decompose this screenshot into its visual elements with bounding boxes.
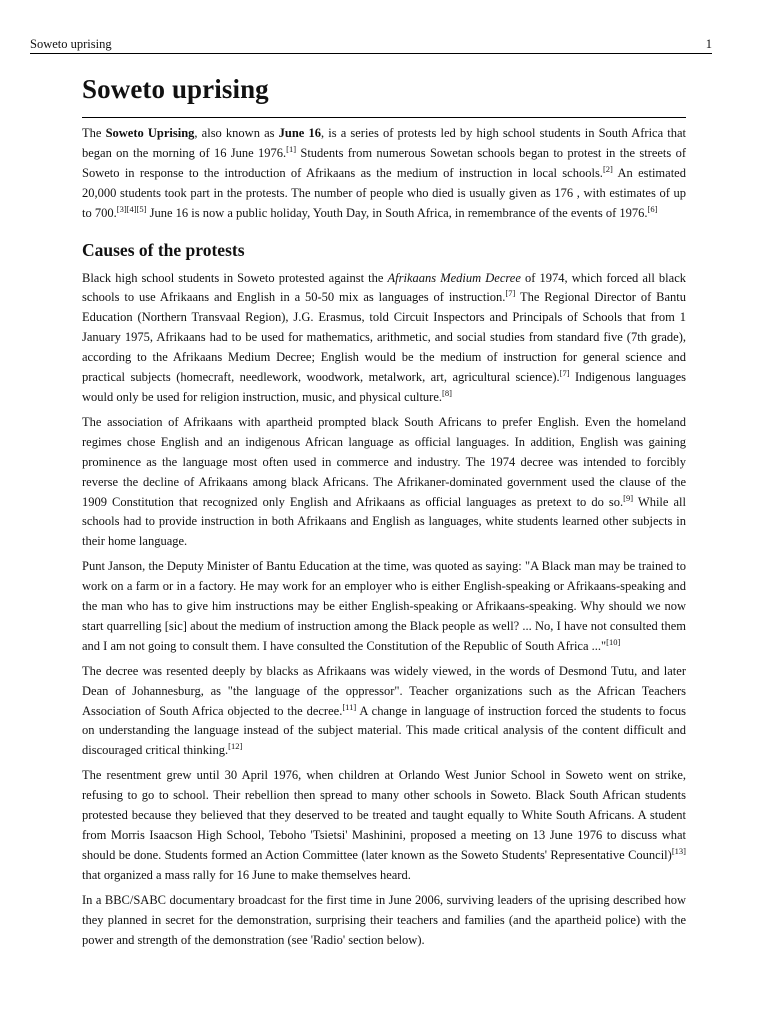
running-title: Soweto uprising <box>30 37 112 51</box>
bold-term: Soweto Uprising <box>105 126 195 140</box>
citation-link[interactable]: [3][4][5] <box>116 203 147 214</box>
body-paragraph: The decree was resented deeply by blacks as Afrikaans was widely viewed, in the words of Desmond Tutu, and later Dean of Johannesburg, as "the language of the oppressor". Teacher organizations such as the African Teachers Association of South Africa objected to the decree.[11] A change in language of instruction forced the students to focus on understanding the language instead of the subject material. This made critical analysis of the content difficult and discouraged critical thinking.[12] <box>82 663 686 758</box>
citation-link[interactable]: [11] <box>342 701 357 712</box>
body-paragraph: Black high school students in Soweto protested against the Afrikaans Medium Decree of 1974, which forced all black schools to use Afrikaans and English in a 50-50 mix as languages of instruction.[7] The Regional Director of Bantu Education (Northern Transvaal Region), J.G. Erasmus, told Circuit Inspectors and Principals of Schools that from 1 January 1975, Afrikaans had to be used for mathematics, arithmetic, and social studies from standard five (7th grade), according to the Afrikaans Medium Decree; English would be the medium of instruction for general science and practical subjects (homecraft, needlework, woodwork, metalwork, art, agricultural science).[7] Indigenous languages would only be used for religion instruction, music, and physical culture.[8] <box>82 270 687 404</box>
citation-link[interactable]: [6] <box>647 203 658 214</box>
title-rule <box>82 117 686 118</box>
body-paragraph: Punt Janson, the Deputy Minister of Bantu Education at the time, was quoted as saying: "A Black man may be trained to work on a farm or in a factory. He may work for an employer who is either English-speaking or Afrikaans-speaking and the man who has to give him instructions may be either English-speaking or Afrikaans-speaking. Why should we now start quarrelling [sic] about the medium of instruction among the Black people as well? ... No, I have not consulted them and I am not going to consult them. I have consulted the Constitution of the Republic of South Africa ..."[10] <box>82 559 686 653</box>
citation-link[interactable]: [10] <box>606 636 621 647</box>
citation-link[interactable]: [7] <box>505 288 516 299</box>
citation-link[interactable]: [2] <box>602 163 613 174</box>
bold-term: June 16 <box>278 126 321 140</box>
citation-link[interactable]: [8] <box>442 387 452 398</box>
article-title: Soweto uprising <box>82 74 269 104</box>
body-paragraph: The resentment grew until 30 April 1976, when children at Orlando West Junior School in Soweto went on strike, refusing to go to school. Their rebellion then spread to many other schools in Soweto. Black South African students protested because they believed that they deserved to be treated and taught equally to White South Africans. A student from Morris Isaacson High School, Teboho 'Tsietsi' Mashinini, proposed a meeting on 13 June 1976 to discuss what should be done. Students formed an Action Committee (later known as the Soweto Students' Representative Council)[13] that organized a mass rally for 16 June to make themselves heard. <box>82 768 686 882</box>
section-heading: Causes of the protests <box>82 239 245 260</box>
page-number: 1 <box>705 37 712 51</box>
body-paragraph: In a BBC/SABC documentary broadcast for the first time in June 2006, surviving leaders of the uprising described how they planned in secret for the demonstration, surprising their teachers and families (and the apartheid police) with the power and strength of the demonstration (see 'Radio' section below). <box>82 892 686 947</box>
intro-paragraph: The Soweto Uprising, also known as June 16, is a series of protests led by high school students in South Africa that began on the morning of 16 June 1976.[1] Students from numerous Sowetan schools began to protest in the streets of Soweto in response to the introduction of Afrikaans as the medium of instruction in local schools.[2] An estimated 20,000 students took part in the protests. The number of people who died is usually given as 176 , with estimates of up to 700.[3][4][5] June 16 is now a public holiday, Youth Day, in South Africa, in remembrance of the events of 1976.[6] <box>82 126 687 220</box>
italic-term: Afrikaans Medium Decree <box>387 270 521 285</box>
citation-link[interactable]: [1] <box>286 143 297 154</box>
header-rule <box>30 53 712 54</box>
running-header <box>30 37 712 52</box>
body-paragraph: The association of Afrikaans with apartheid prompted black South Africans to prefer English. Even the homeland regimes chose English and an indigenous African language as official languages. In addition, English was gaining prominence as the language most often used in commerce and industry. The 1974 decree was intended to forcibly reverse the decline of Afrikaans among black Africans. The Afrikaner-dominated government used the clause of the 1909 Constitution that recognized only English and Afrikaans as official languages as pretext to do so.[9] While all schools had to provide instruction in both Afrikaans and English as languages, white students learned other subjects in their home language. <box>82 414 687 549</box>
citation-link[interactable]: [13] <box>671 845 686 856</box>
citation-link[interactable]: [12] <box>228 741 243 752</box>
article-body <box>82 124 686 955</box>
citation-link[interactable]: [9] <box>623 492 634 503</box>
citation-link[interactable]: [7] <box>559 368 570 379</box>
